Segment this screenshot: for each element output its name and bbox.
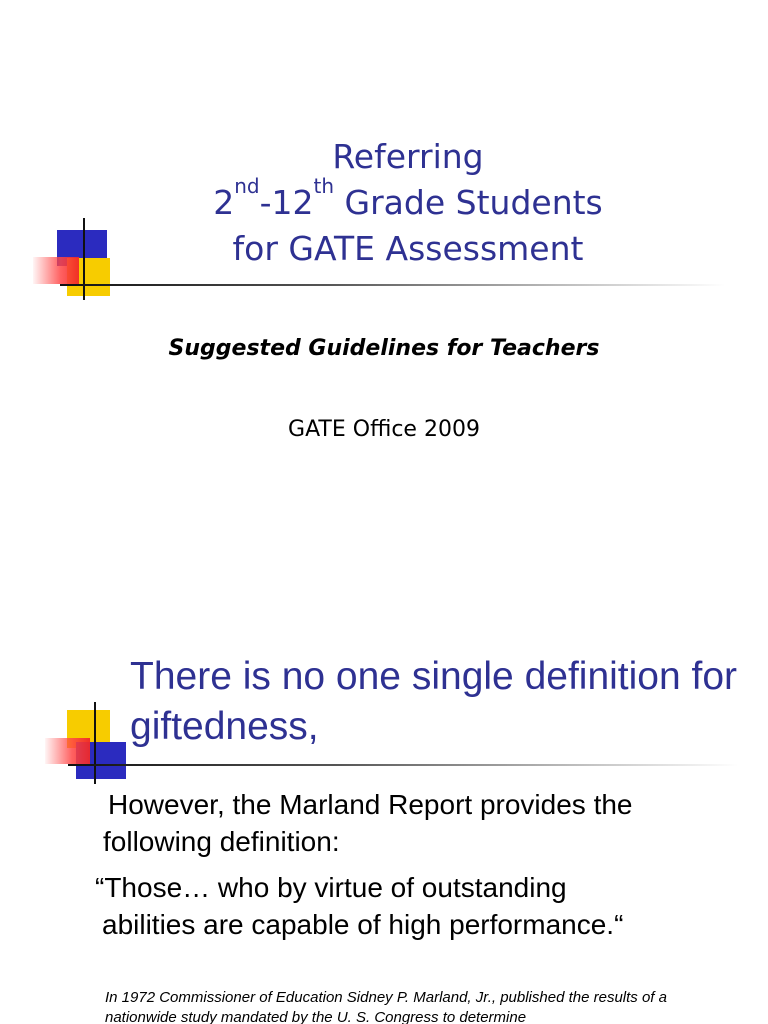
slide-heading: There is no one single definition for giftedness,: [130, 655, 738, 748]
marland-intro-paragraph: However, the Marland Report provides the following definition:: [103, 789, 633, 857]
footnote: In 1972 Commissioner of Education Sidney P. Marland, Jr., published the results of a nationwide study mandated by the U. S. Congress to determine: [105, 989, 667, 1024]
title-line-1: Referring: [332, 137, 484, 176]
office-year: GATE Office 2009: [288, 417, 480, 442]
title-grade-end: -12: [259, 183, 314, 222]
slide-title: [130, 134, 686, 272]
quote-line-2: abilities are capable of high performance.“: [102, 909, 624, 940]
title-superscript-nd: nd: [234, 174, 260, 198]
definition-slide: [0, 512, 768, 1024]
title-grade-students: Grade Students: [334, 183, 603, 222]
title-superscript-th: th: [313, 174, 335, 198]
title-line-3: for GATE Assessment: [232, 229, 584, 268]
title-line-2: [130, 174, 686, 226]
title-grade-start: 2: [213, 183, 235, 222]
marland-quote: [95, 869, 715, 943]
slide-subtitle: Suggested Guidelines for Teachers: [168, 336, 600, 361]
quote-line-1: “Those… who by virtue of outstanding: [95, 872, 567, 903]
